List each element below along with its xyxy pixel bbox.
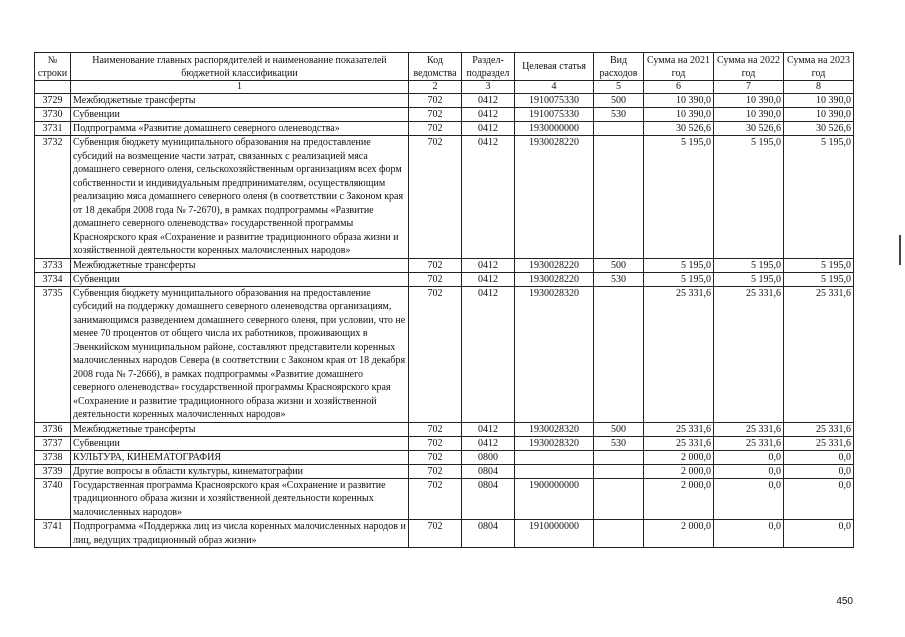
row-dept-code: 702	[409, 258, 462, 272]
row-target: 1910000000	[515, 520, 594, 548]
row-sum-2022: 0,0	[714, 450, 784, 464]
table-row	[35, 286, 854, 422]
row-section: 0412	[462, 258, 515, 272]
row-sum-2022: 30 526,6	[714, 122, 784, 136]
row-name: Государственная программа Красноярского края «Сохранение и развитие традиционного образа жизни и хозяйственной деятельности коренных малочисленных народов»	[71, 478, 409, 520]
header-row-no: № строки	[35, 53, 71, 81]
row-dept-code: 702	[409, 436, 462, 450]
row-sum-2023: 0,0	[784, 450, 854, 464]
header-name: Наименование главных распорядителей и наименование показателей бюджетной классификации	[71, 53, 409, 81]
row-dept-code: 702	[409, 478, 462, 520]
row-dept-code: 702	[409, 108, 462, 122]
table-row	[35, 422, 854, 436]
row-number: 3737	[35, 436, 71, 450]
page-number: 450	[836, 596, 853, 607]
row-target: 1930028220	[515, 136, 594, 259]
row-sum-2023: 25 331,6	[784, 422, 854, 436]
row-target: 1930028320	[515, 436, 594, 450]
row-sum-2022: 0,0	[714, 520, 784, 548]
row-name: Субвенция бюджету муниципального образования на предоставление субсидий на поддержку домашнего северного оленеводства организациям, занимающимся разведением домашнего северного оленя, при условии, что не менее 70 процентов от общего числа их работников, проживающих в Эвенкийском муниципальном районе, составляют представители коренных малочисленных народов Севера (в соответствии с Законом края от 18 декабря 2008 года № 7-2666), в рамках подпрограммы «Развитие домашнего северного оленеводства» государственной программы Красноярского края «Сохранение и развитие традиционного образа жизни и хозяйственной деятельности коренных малочисленных народов»	[71, 286, 409, 422]
row-target: 1930000000	[515, 122, 594, 136]
row-expense-type	[594, 520, 644, 548]
row-number: 3741	[35, 520, 71, 548]
table-row	[35, 478, 854, 520]
row-dept-code: 702	[409, 272, 462, 286]
row-sum-2021: 25 331,6	[644, 436, 714, 450]
table-row	[35, 520, 854, 548]
row-section: 0412	[462, 108, 515, 122]
row-sum-2021: 2 000,0	[644, 464, 714, 478]
row-expense-type	[594, 136, 644, 259]
row-sum-2022: 25 331,6	[714, 422, 784, 436]
header-dept-code: Код ведомства	[409, 53, 462, 81]
row-number: 3735	[35, 286, 71, 422]
row-sum-2021: 10 390,0	[644, 94, 714, 108]
row-dept-code: 702	[409, 94, 462, 108]
column-number-row	[35, 81, 854, 94]
row-sum-2021: 30 526,6	[644, 122, 714, 136]
row-expense-type	[594, 286, 644, 422]
column-number: 3	[462, 81, 515, 94]
row-sum-2021: 2 000,0	[644, 450, 714, 464]
row-expense-type	[594, 450, 644, 464]
row-name: Межбюджетные трансферты	[71, 94, 409, 108]
row-number: 3729	[35, 94, 71, 108]
row-name: Субвенция бюджету муниципального образования на предоставление субсидий на возмещение части затрат, связанных с реализацией мяса домашнего северного оленя, сельскохозяйственным организациям всех форм собственности и индивидуальным предпринимателям, осуществляющим реализацию мяса домашнего северного оленя (в соответствии с Законом края от 18 декабря 2008 года № 7-2670), в рамках подпрограммы «Развитие домашнего северного оленеводства» государственной программы Красноярского края «Сохранение и развитие традиционного образа жизни и хозяйственной деятельности коренных малочисленных народов»	[71, 136, 409, 259]
column-number: 2	[409, 81, 462, 94]
row-name: КУЛЬТУРА, КИНЕМАТОГРАФИЯ	[71, 450, 409, 464]
column-number: 5	[594, 81, 644, 94]
row-sum-2021: 2 000,0	[644, 520, 714, 548]
row-expense-type	[594, 122, 644, 136]
row-number: 3733	[35, 258, 71, 272]
row-dept-code: 702	[409, 286, 462, 422]
row-sum-2021: 5 195,0	[644, 136, 714, 259]
row-number: 3740	[35, 478, 71, 520]
row-sum-2023: 0,0	[784, 520, 854, 548]
row-sum-2021: 25 331,6	[644, 286, 714, 422]
table-row	[35, 94, 854, 108]
row-sum-2022: 10 390,0	[714, 94, 784, 108]
row-target: 1930028320	[515, 286, 594, 422]
row-section: 0412	[462, 272, 515, 286]
header-section: Раздел-подраздел	[462, 53, 515, 81]
header-sum-2021: Сумма на 2021 год	[644, 53, 714, 81]
row-name: Подпрограмма «Поддержка лиц из числа коренных малочисленных народов и лиц, ведущих традиционный образ жизни»	[71, 520, 409, 548]
row-dept-code: 702	[409, 136, 462, 259]
row-sum-2023: 0,0	[784, 464, 854, 478]
row-target: 1900000000	[515, 478, 594, 520]
table-row	[35, 136, 854, 259]
header-expense-type: Вид расходов	[594, 53, 644, 81]
row-target	[515, 450, 594, 464]
row-number: 3734	[35, 272, 71, 286]
row-name: Субвенции	[71, 272, 409, 286]
row-sum-2022: 10 390,0	[714, 108, 784, 122]
row-sum-2022: 5 195,0	[714, 272, 784, 286]
row-sum-2021: 2 000,0	[644, 478, 714, 520]
table-row	[35, 258, 854, 272]
row-section: 0800	[462, 450, 515, 464]
budget-table	[34, 52, 854, 548]
row-section: 0804	[462, 520, 515, 548]
row-number: 3731	[35, 122, 71, 136]
row-name: Другие вопросы в области культуры, кинематографии	[71, 464, 409, 478]
row-sum-2023: 5 195,0	[784, 272, 854, 286]
row-number: 3738	[35, 450, 71, 464]
column-number	[35, 81, 71, 94]
header-sum-2023: Сумма на 2023 год	[784, 53, 854, 81]
row-sum-2021: 5 195,0	[644, 272, 714, 286]
row-section: 0412	[462, 436, 515, 450]
row-sum-2022: 25 331,6	[714, 436, 784, 450]
row-target	[515, 464, 594, 478]
row-expense-type: 530	[594, 272, 644, 286]
row-target: 1930028220	[515, 258, 594, 272]
table-row	[35, 450, 854, 464]
row-sum-2021: 25 331,6	[644, 422, 714, 436]
row-expense-type	[594, 464, 644, 478]
column-number: 6	[644, 81, 714, 94]
row-sum-2023: 25 331,6	[784, 436, 854, 450]
row-sum-2021: 5 195,0	[644, 258, 714, 272]
row-number: 3736	[35, 422, 71, 436]
row-dept-code: 702	[409, 122, 462, 136]
row-expense-type: 530	[594, 436, 644, 450]
row-expense-type: 530	[594, 108, 644, 122]
row-section: 0412	[462, 136, 515, 259]
scan-edge-mark	[899, 235, 901, 265]
row-section: 0804	[462, 464, 515, 478]
row-target: 1910075330	[515, 94, 594, 108]
row-name: Межбюджетные трансферты	[71, 258, 409, 272]
row-section: 0412	[462, 422, 515, 436]
row-sum-2022: 25 331,6	[714, 286, 784, 422]
header-sum-2022: Сумма на 2022 год	[714, 53, 784, 81]
row-name: Субвенции	[71, 108, 409, 122]
header-row	[35, 53, 854, 81]
row-dept-code: 702	[409, 422, 462, 436]
row-number: 3739	[35, 464, 71, 478]
row-section: 0412	[462, 286, 515, 422]
row-target: 1930028320	[515, 422, 594, 436]
row-sum-2022: 5 195,0	[714, 258, 784, 272]
row-sum-2023: 10 390,0	[784, 108, 854, 122]
row-expense-type: 500	[594, 94, 644, 108]
table-row	[35, 122, 854, 136]
row-sum-2023: 5 195,0	[784, 258, 854, 272]
row-dept-code: 702	[409, 464, 462, 478]
row-name: Межбюджетные трансферты	[71, 422, 409, 436]
column-number: 8	[784, 81, 854, 94]
row-expense-type: 500	[594, 258, 644, 272]
row-target: 1910075330	[515, 108, 594, 122]
table-body	[35, 94, 854, 548]
row-sum-2021: 10 390,0	[644, 108, 714, 122]
row-sum-2022: 0,0	[714, 464, 784, 478]
table-row	[35, 272, 854, 286]
row-sum-2022: 5 195,0	[714, 136, 784, 259]
row-expense-type	[594, 478, 644, 520]
row-sum-2023: 10 390,0	[784, 94, 854, 108]
row-sum-2023: 30 526,6	[784, 122, 854, 136]
row-number: 3730	[35, 108, 71, 122]
row-sum-2023: 0,0	[784, 478, 854, 520]
row-name: Подпрограмма «Развитие домашнего северного оленеводства»	[71, 122, 409, 136]
row-name: Субвенции	[71, 436, 409, 450]
column-number: 7	[714, 81, 784, 94]
header-target: Целевая статья	[515, 53, 594, 81]
row-dept-code: 702	[409, 450, 462, 464]
column-number: 1	[71, 81, 409, 94]
row-expense-type: 500	[594, 422, 644, 436]
row-dept-code: 702	[409, 520, 462, 548]
row-number: 3732	[35, 136, 71, 259]
row-target: 1930028220	[515, 272, 594, 286]
row-sum-2022: 0,0	[714, 478, 784, 520]
row-section: 0412	[462, 94, 515, 108]
table-row	[35, 436, 854, 450]
row-section: 0412	[462, 122, 515, 136]
row-sum-2023: 25 331,6	[784, 286, 854, 422]
row-sum-2023: 5 195,0	[784, 136, 854, 259]
table-row	[35, 464, 854, 478]
table-row	[35, 108, 854, 122]
column-number: 4	[515, 81, 594, 94]
budget-table-container	[34, 52, 854, 548]
row-section: 0804	[462, 478, 515, 520]
